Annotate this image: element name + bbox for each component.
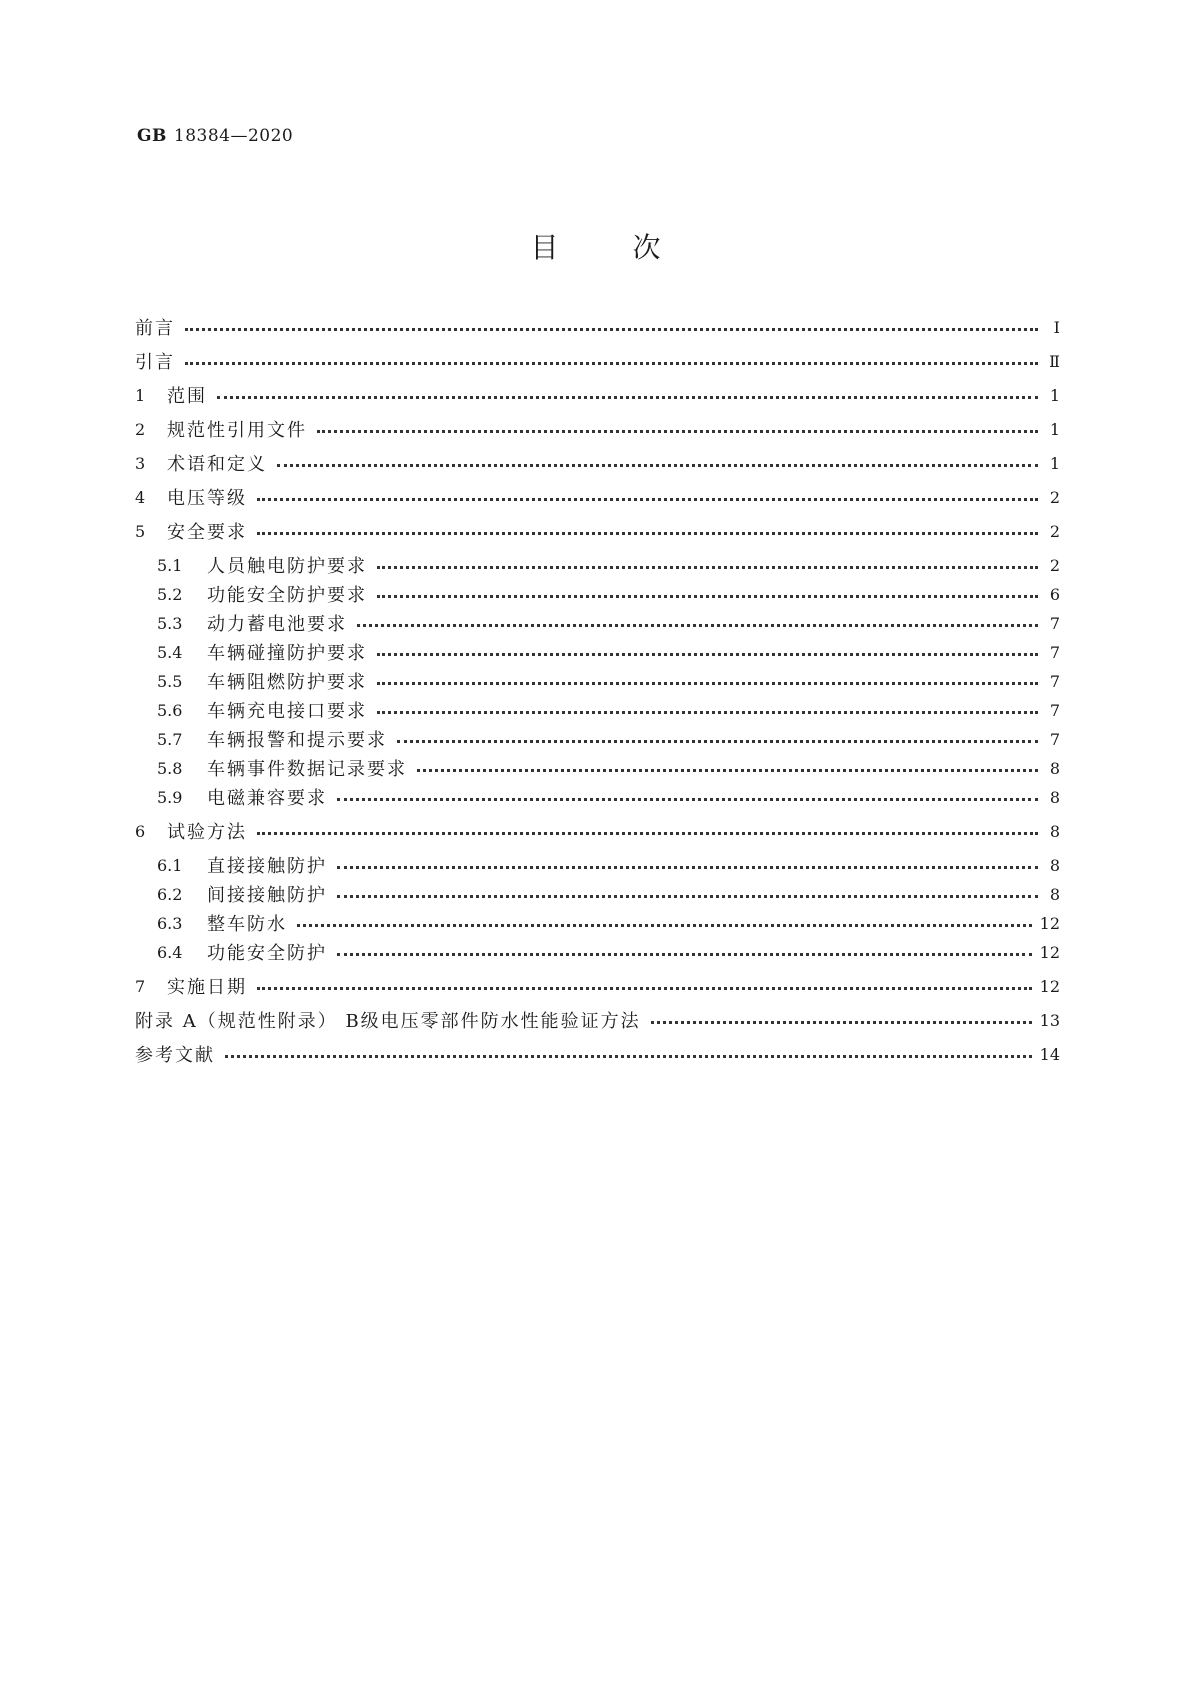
toc-page: 7 [1049, 613, 1060, 633]
toc-leader [651, 1021, 1032, 1024]
toc-page: 2 [1049, 555, 1060, 575]
toc-number: 6.1 [157, 855, 183, 875]
toc-page: 1 [1049, 385, 1060, 405]
toc-number: 7 [135, 976, 146, 996]
standard-code: 18384—2020 [173, 126, 294, 146]
toc-label: 功能安全防护 [207, 943, 327, 964]
toc-label: 车辆事件数据记录要求 [207, 759, 407, 780]
toc-page: 2 [1049, 521, 1060, 541]
toc-leader [337, 798, 1038, 801]
toc-leader [377, 653, 1038, 656]
toc-label: 电压等级 [167, 488, 247, 509]
toc-page: 7 [1049, 642, 1060, 662]
toc-entry[interactable] [157, 667, 1060, 695]
toc-leader [397, 740, 1038, 743]
toc-number: 5.4 [157, 642, 183, 662]
toc-number: 1 [135, 385, 146, 405]
page-title [0, 226, 1191, 266]
toc-number: 6.3 [157, 913, 183, 933]
toc-entry[interactable] [157, 754, 1060, 782]
toc-page: 12 [1039, 913, 1060, 933]
toc-leader [417, 769, 1038, 772]
toc-page: 8 [1049, 855, 1060, 875]
toc-leader [377, 711, 1038, 714]
toc-leader [337, 895, 1038, 898]
toc-entry[interactable] [157, 696, 1060, 724]
toc-number: 5.6 [157, 700, 183, 720]
toc-label: 试验方法 [167, 822, 247, 843]
toc-entry[interactable] [157, 880, 1060, 908]
toc-page: 8 [1049, 787, 1060, 807]
toc-label: 范围 [167, 386, 207, 407]
toc-entry[interactable] [157, 909, 1060, 937]
toc-leader [185, 328, 1038, 331]
toc-label: 间接接触防护 [207, 885, 327, 906]
toc-entry[interactable] [135, 972, 1060, 1000]
toc-leader [225, 1055, 1032, 1058]
toc-number: 5.5 [157, 671, 183, 691]
toc-entry[interactable] [135, 817, 1060, 845]
title-char-1: 目 [530, 231, 559, 264]
toc-entry[interactable] [157, 725, 1060, 753]
toc-leader [337, 866, 1038, 869]
toc-leader [257, 498, 1038, 501]
toc-entry[interactable] [135, 313, 1060, 341]
toc-entry[interactable] [135, 381, 1060, 409]
toc-entry[interactable] [157, 783, 1060, 811]
toc-label: 电磁兼容要求 [207, 788, 327, 809]
toc-label: 实施日期 [167, 977, 247, 998]
toc-label: 功能安全防护要求 [207, 585, 367, 606]
toc-page: 12 [1039, 942, 1060, 962]
toc-number: 2 [135, 419, 146, 439]
toc-label: 直接接触防护 [207, 856, 327, 877]
toc-number: 5.1 [157, 555, 183, 575]
toc-page: 6 [1049, 584, 1060, 604]
toc-number: 5.9 [157, 787, 183, 807]
toc-leader [297, 924, 1032, 927]
toc-page: 7 [1049, 729, 1060, 749]
toc-entry[interactable] [157, 609, 1060, 637]
toc-label: 动力蓄电池要求 [207, 614, 347, 635]
toc-label: 人员触电防护要求 [207, 556, 367, 577]
toc-entry[interactable] [157, 580, 1060, 608]
toc-number: 4 [135, 487, 146, 507]
toc-entry[interactable] [135, 483, 1060, 511]
toc-page: 12 [1039, 976, 1060, 996]
toc-label: 车辆阻燃防护要求 [207, 672, 367, 693]
toc-entry[interactable] [157, 851, 1060, 879]
toc-leader [217, 396, 1038, 399]
toc-label: 规范性引用文件 [167, 420, 307, 441]
toc-number: 6.2 [157, 884, 183, 904]
toc-label: 术语和定义 [167, 454, 267, 475]
toc-page: 8 [1049, 884, 1060, 904]
toc-page: 2 [1049, 487, 1060, 507]
toc-label: 参考文献 [135, 1045, 215, 1066]
toc-entry[interactable] [135, 517, 1060, 545]
toc-entry[interactable] [157, 551, 1060, 579]
toc-number: 6.4 [157, 942, 183, 962]
toc-page: 7 [1049, 700, 1060, 720]
toc-entry[interactable] [135, 1006, 1060, 1034]
toc-number: 3 [135, 453, 146, 473]
toc-label: 车辆报警和提示要求 [207, 730, 387, 751]
toc-page: 14 [1039, 1044, 1060, 1064]
toc-page: 8 [1049, 758, 1060, 778]
toc-leader [257, 987, 1032, 990]
toc-leader [337, 953, 1032, 956]
toc-label: 整车防水 [207, 914, 287, 935]
toc-leader [377, 595, 1038, 598]
toc-number: 5.8 [157, 758, 183, 778]
toc-page: 13 [1039, 1010, 1060, 1030]
toc-page: Ⅰ [1053, 317, 1060, 337]
toc-leader [257, 532, 1038, 535]
toc-entry[interactable] [135, 415, 1060, 443]
standard-prefix: GB [137, 126, 167, 146]
toc-page: Ⅱ [1049, 351, 1060, 371]
toc-number: 5 [135, 521, 146, 541]
toc-entry[interactable] [157, 638, 1060, 666]
toc-entry[interactable] [135, 347, 1060, 375]
toc-entry[interactable] [135, 1040, 1060, 1068]
toc-leader [277, 464, 1038, 467]
standard-number [137, 126, 293, 146]
toc-page: 1 [1049, 453, 1060, 473]
toc-number: 5.7 [157, 729, 183, 749]
toc-leader [185, 362, 1038, 365]
toc-page: 1 [1049, 419, 1060, 439]
toc-number: 5.2 [157, 584, 183, 604]
toc-entry[interactable] [135, 449, 1060, 477]
toc-entry[interactable] [157, 938, 1060, 966]
toc-label: 车辆碰撞防护要求 [207, 643, 367, 664]
toc-number: 5.3 [157, 613, 183, 633]
toc-label: 前言 [135, 318, 175, 339]
toc-leader [317, 430, 1038, 433]
toc-label: 安全要求 [167, 522, 247, 543]
toc-page: 7 [1049, 671, 1060, 691]
toc-leader [377, 566, 1038, 569]
toc-label: 引言 [135, 352, 175, 373]
toc-leader [257, 832, 1038, 835]
toc-leader [357, 624, 1038, 627]
toc-page: 8 [1049, 821, 1060, 841]
toc-label: 车辆充电接口要求 [207, 701, 367, 722]
title-char-2: 次 [632, 231, 661, 264]
toc-number: 6 [135, 821, 146, 841]
toc-label: 附录 A（规范性附录） B级电压零部件防水性能验证方法 [135, 1011, 641, 1032]
toc-leader [377, 682, 1038, 685]
